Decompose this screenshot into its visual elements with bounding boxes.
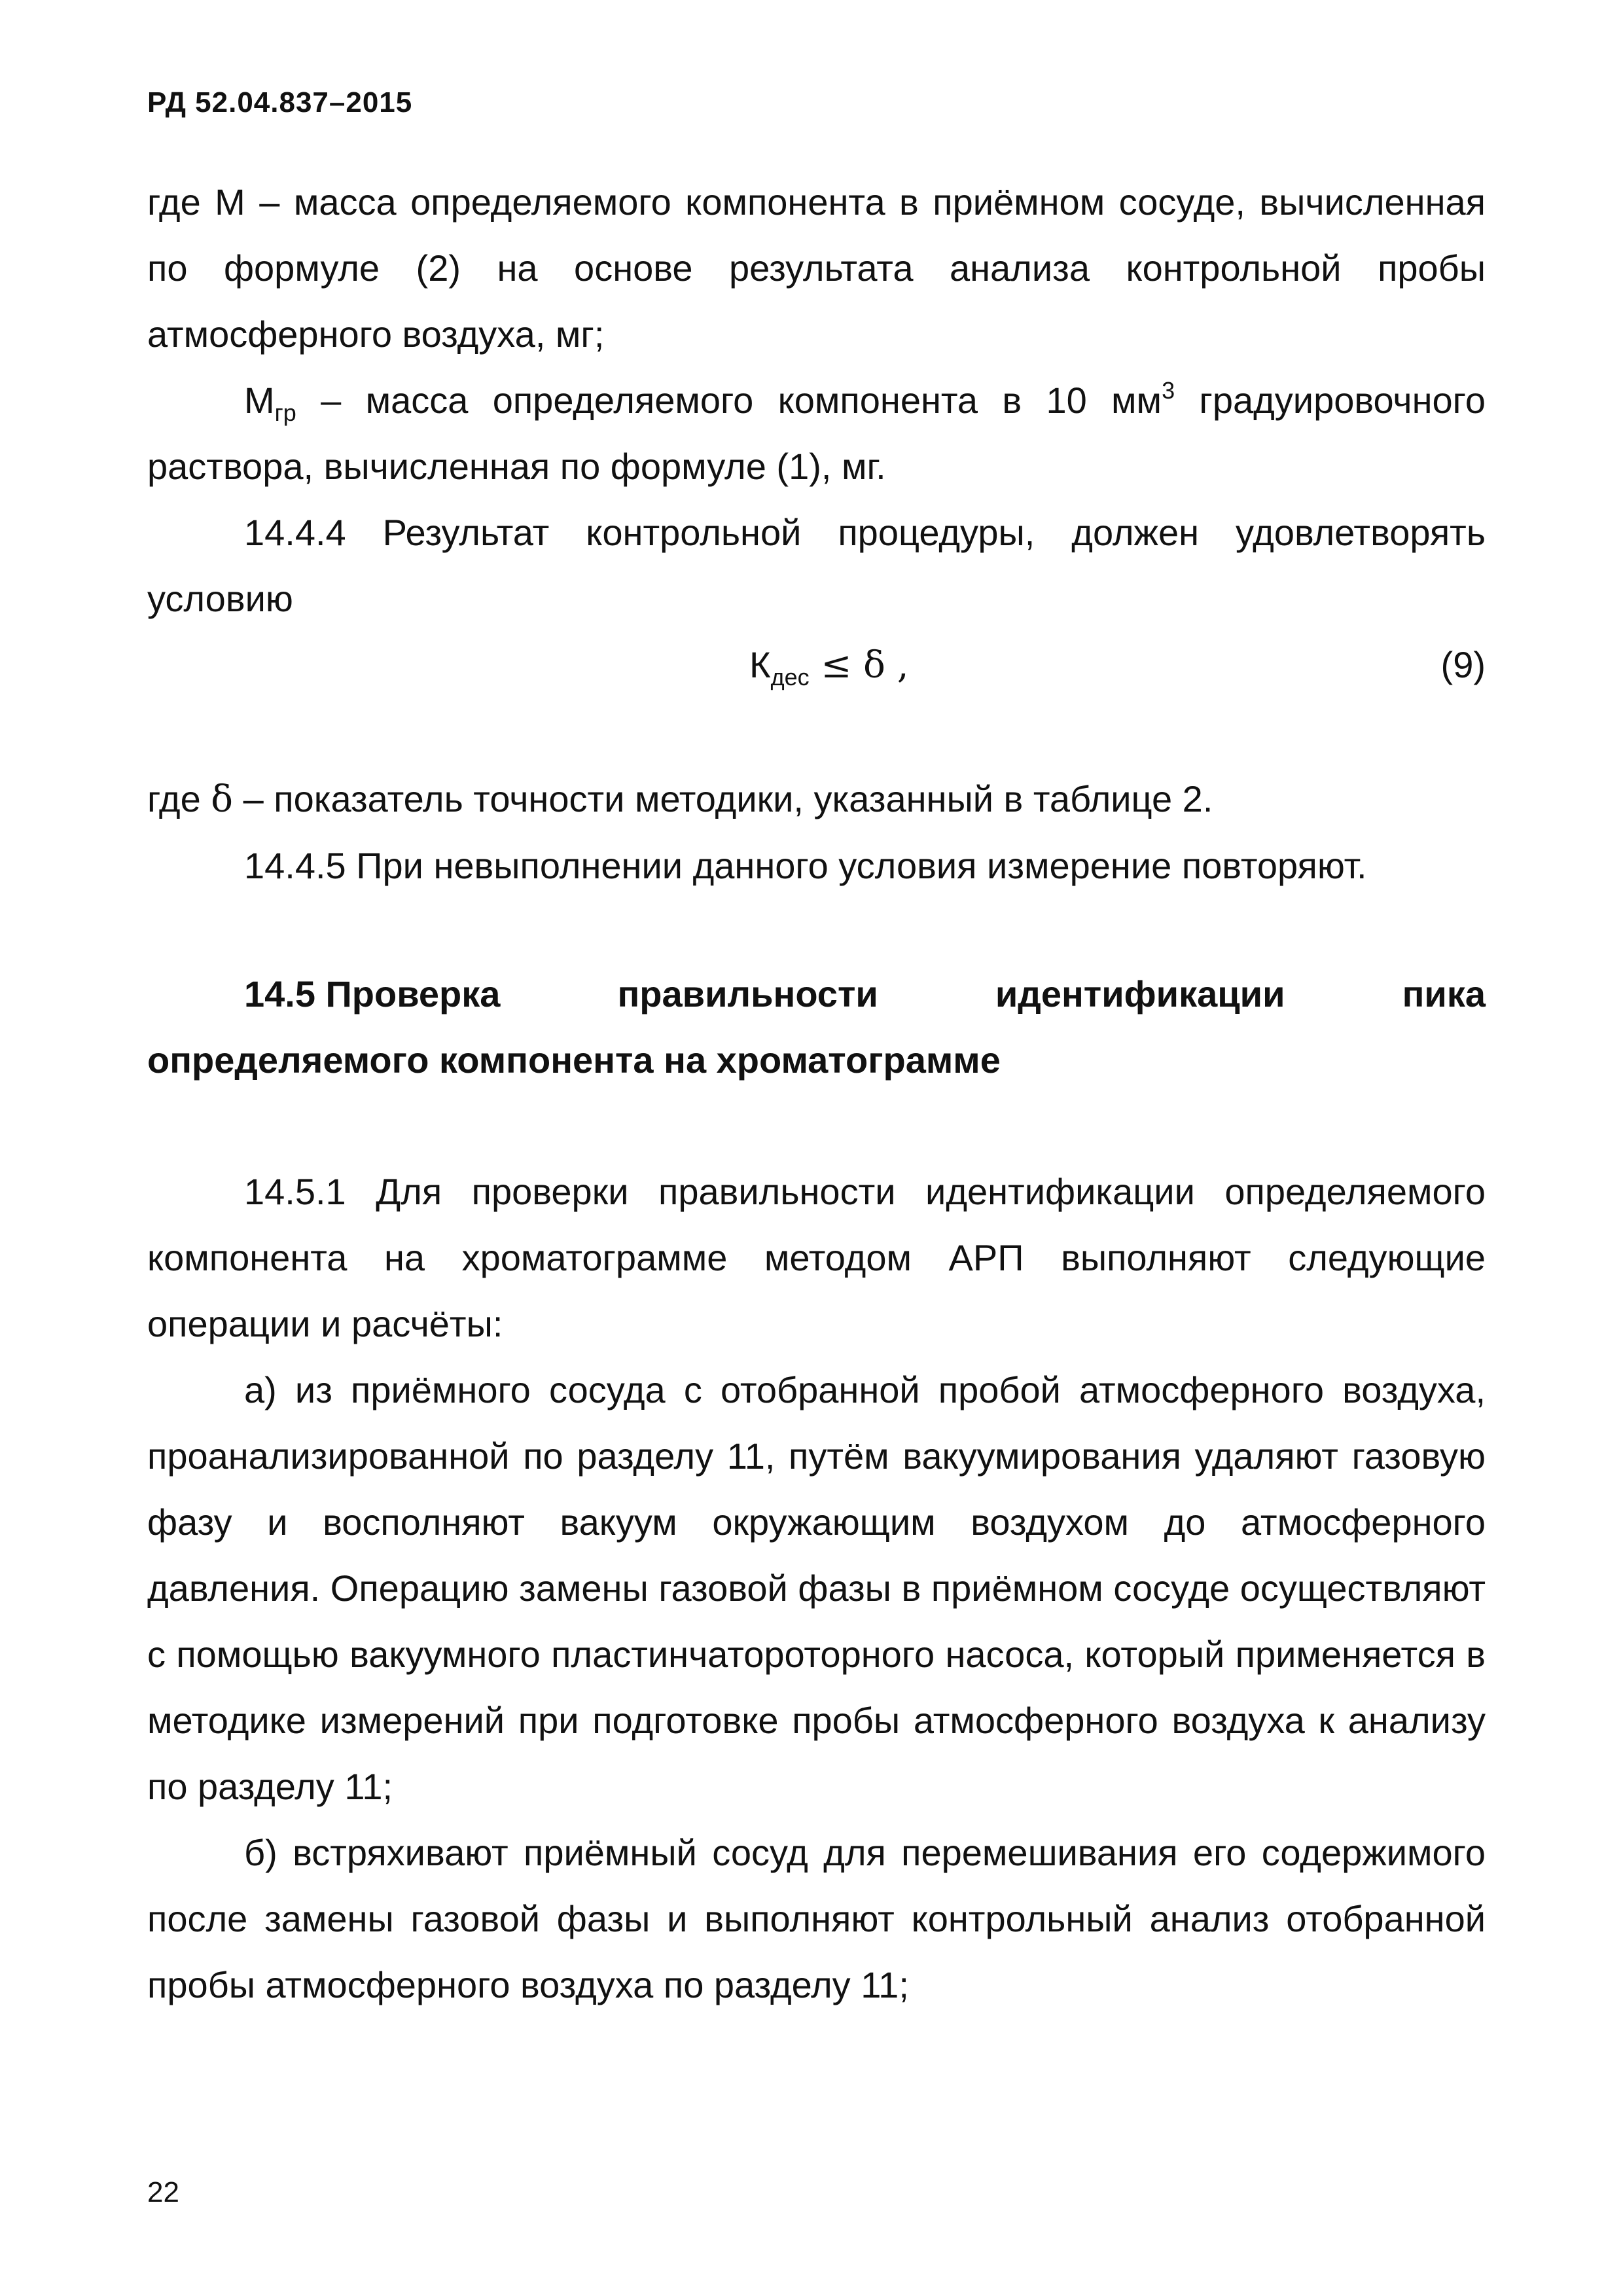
formula-condition bbox=[749, 632, 909, 698]
document-body bbox=[147, 169, 1486, 2018]
mass-calibration-text: – масса определяемого компонента в 10 мм bbox=[296, 380, 1162, 421]
heading-number-word: 14.5 Проверка bbox=[244, 973, 501, 1014]
spacer bbox=[147, 698, 1486, 766]
section-heading-line1 bbox=[147, 961, 1486, 1027]
paragraph-14-4-4: 14.4.4 Результат контрольной процедуры, должен удовлетворять условию bbox=[147, 512, 1486, 619]
paragraph-item-b: б) встряхивают приёмный сосуд для перемешивания его содержимого после замены газовой фазы и выполняют контрольный анализ отобранной пробы атмосферного воздуха по разделу 11; bbox=[147, 1832, 1486, 2005]
superscript-3: 3 bbox=[1162, 377, 1175, 404]
formula-number: (9) bbox=[1440, 644, 1486, 685]
section-heading-line2: определяемого компонента на хроматограмме bbox=[147, 1039, 1001, 1081]
paragraph-14-4-5: 14.4.5 При невыполнении данного условия измерение повторяют. bbox=[244, 845, 1367, 886]
formula-row bbox=[147, 632, 1486, 698]
delta-text: – показатель точности методики, указанный в таблице 2. bbox=[233, 778, 1213, 819]
spacer bbox=[147, 1093, 1486, 1158]
delta-symbol: δ bbox=[211, 778, 234, 821]
paragraph-delta-definition bbox=[147, 766, 1486, 833]
page-number: 22 bbox=[147, 2176, 179, 2208]
paragraph-14-5-1: 14.5.1 Для проверки правильности идентификации определяемого компонента на хроматограмме методом АРП выполняют следующие операции и расчёты: bbox=[147, 1171, 1486, 1344]
formula-subscript-des: дес bbox=[770, 664, 810, 691]
symbol-subscript-gr: гр bbox=[274, 399, 296, 427]
paragraph-mass-definition: где М – масса определяемого компонента в приёмном сосуде, вычисленная по формуле (2) на основе результата анализа контрольной пробы атмосферного воздуха, мг; bbox=[147, 181, 1486, 355]
heading-word-4: пика bbox=[1402, 973, 1486, 1014]
spacer bbox=[147, 899, 1486, 961]
mass-calibration-rest: градуировочного раствора, вычисленная по формуле (1), мг. bbox=[147, 380, 1486, 487]
formula-K: К bbox=[749, 644, 771, 685]
paragraph-item-a: а) из приёмного сосуда с отобранной пробой атмосферного воздуха, проанализированной по разделу 11, путём вакуумирования удаляют газовую фазу и восполняют вакуум окружающим воздухом до атмосферного давления. Операцию замены газовой фазы в приёмном сосуде осуществляют с помощью вакуумного пластинчатороторного насоса, который применяется в методике измерений при подготовке пробы атмосферного воздуха к анализу по разделу 11; bbox=[147, 1369, 1486, 1807]
document-code-header: РД 52.04.837–2015 bbox=[147, 86, 413, 118]
formula-inequality: ≤ δ , bbox=[809, 644, 909, 687]
delta-lead: где bbox=[147, 778, 211, 819]
heading-word-2: правильности bbox=[617, 973, 878, 1014]
symbol-M: М bbox=[244, 380, 275, 421]
section-heading-14-5 bbox=[147, 961, 1486, 1093]
paragraph-mass-calibration bbox=[147, 367, 1486, 499]
heading-word-3: идентификации bbox=[995, 973, 1285, 1014]
